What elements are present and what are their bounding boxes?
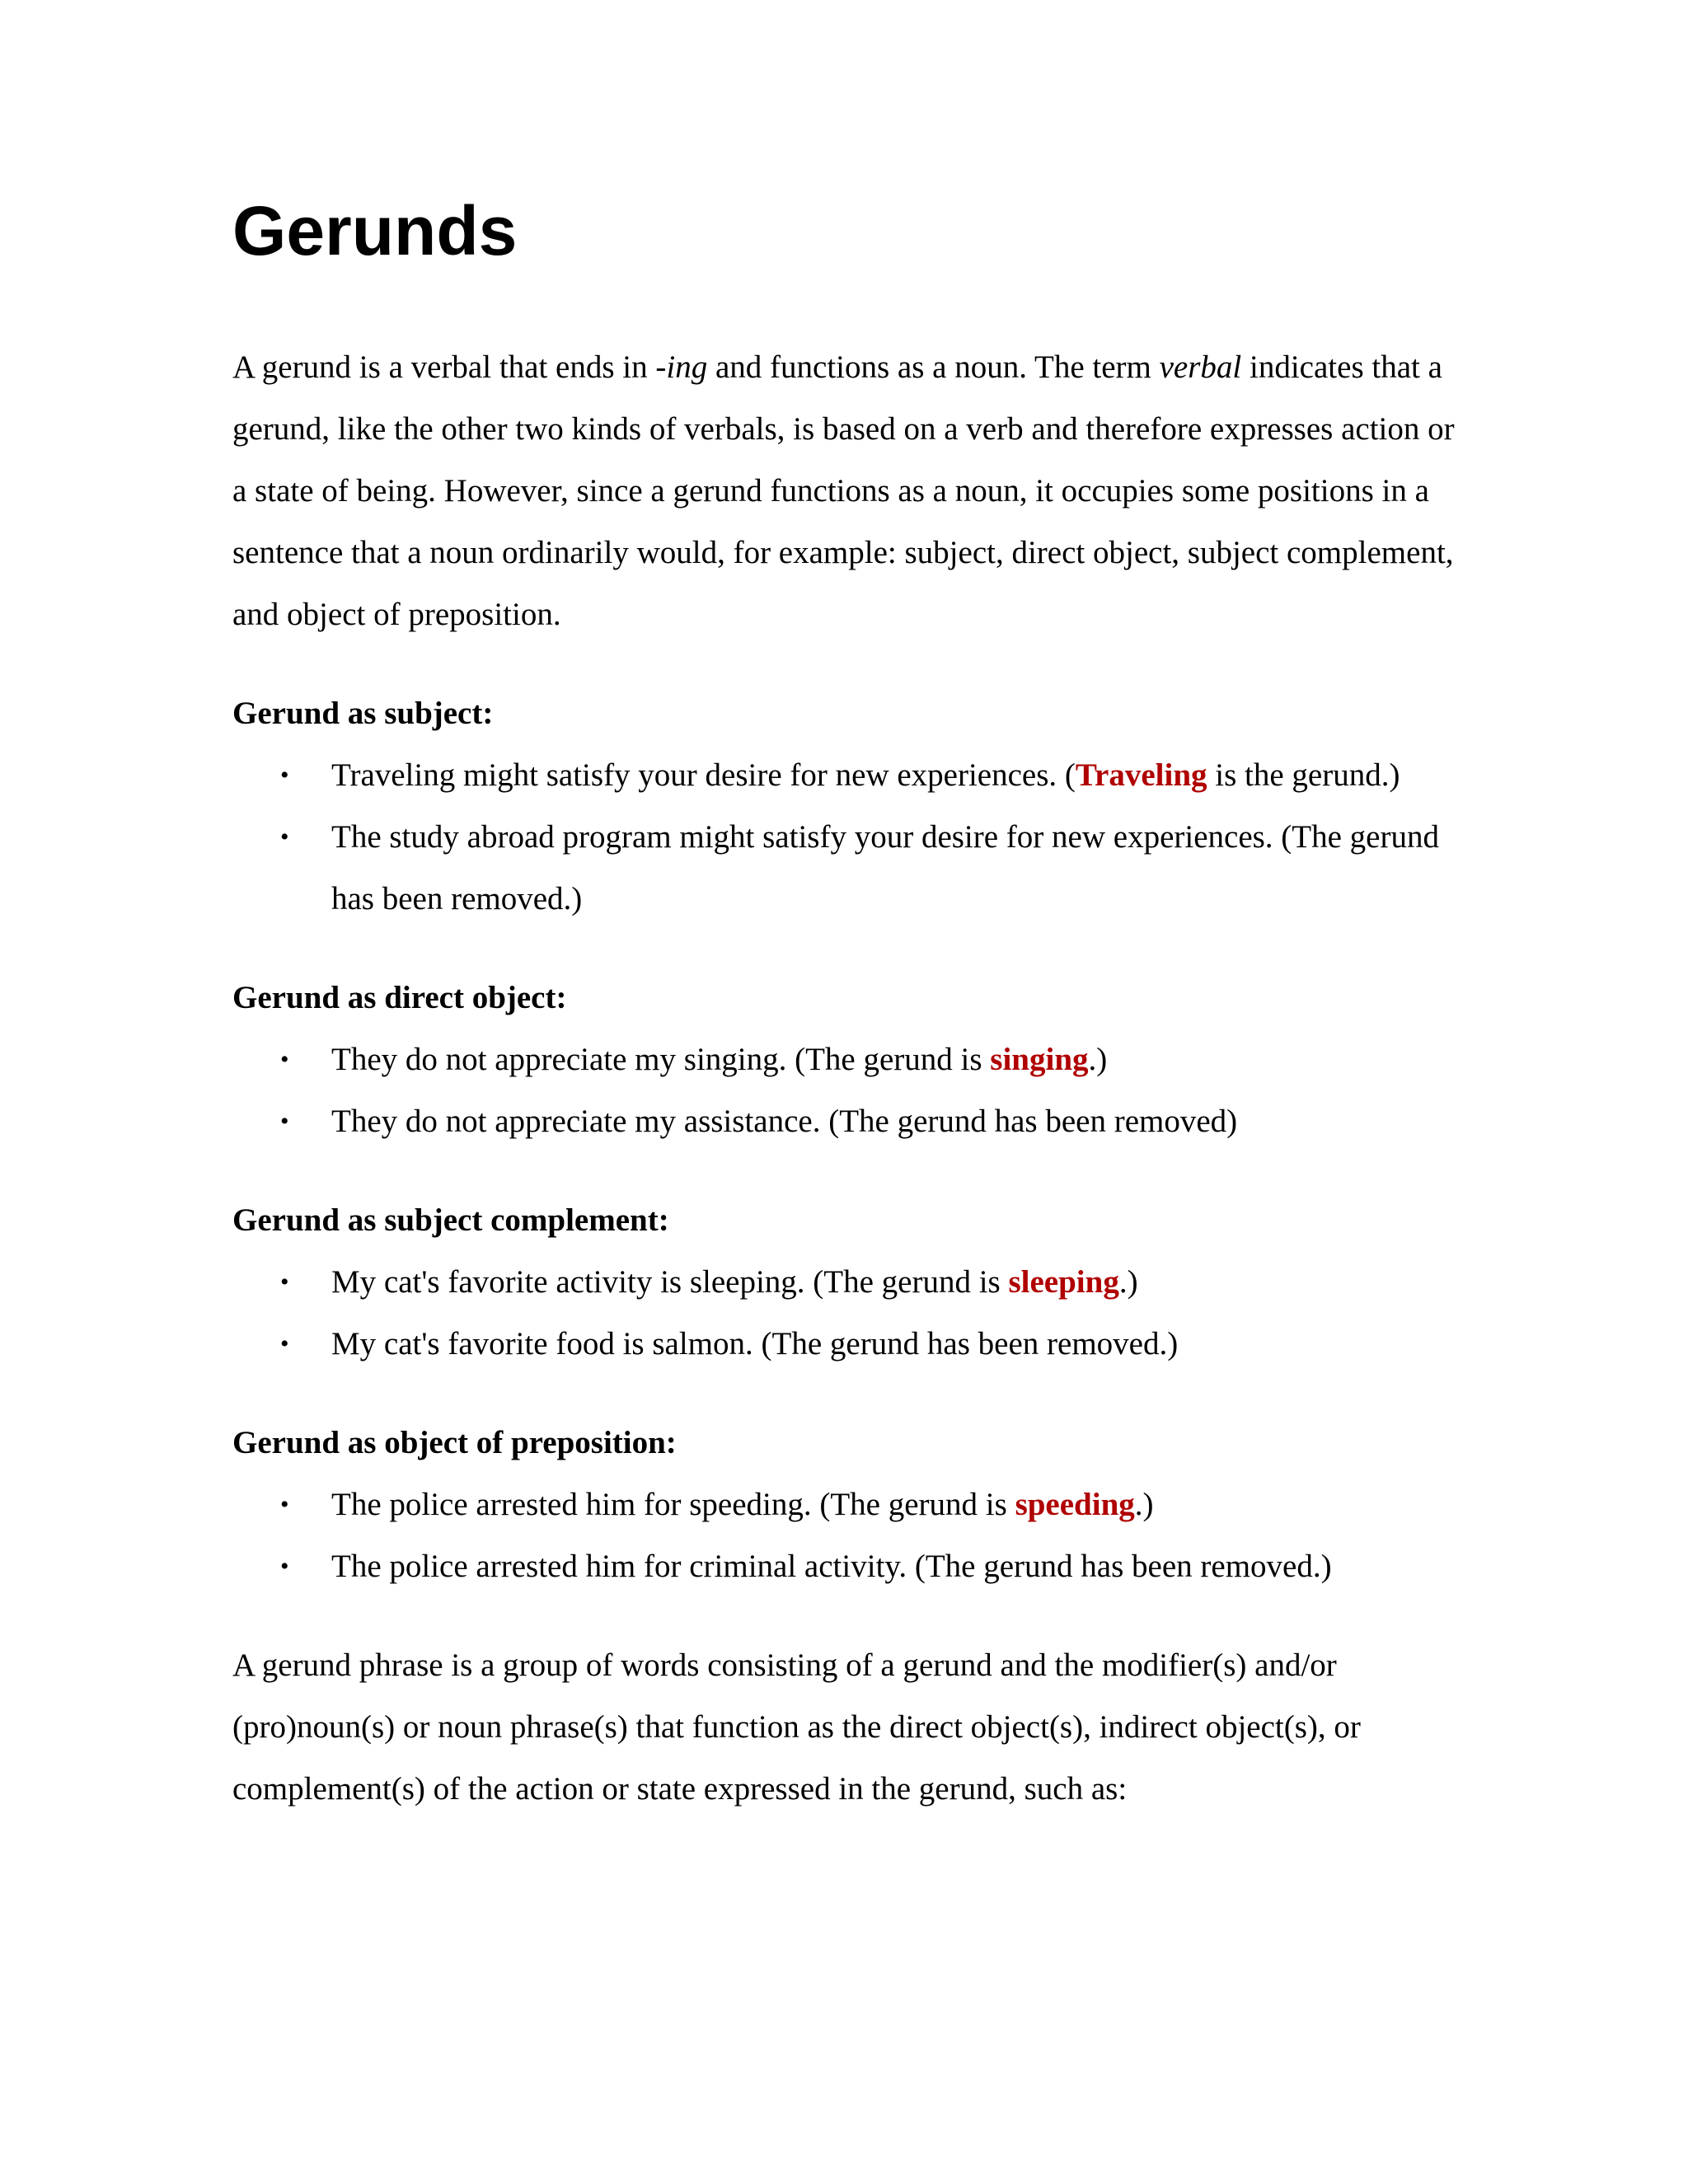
- list-item: [232, 1090, 1469, 1152]
- example-text: My cat's favorite food is salmon. (The gerund has been removed.): [331, 1326, 1179, 1361]
- bullet-icon: •: [280, 1268, 289, 1296]
- bullet-icon: •: [280, 762, 289, 789]
- bullet-icon: •: [280, 1046, 289, 1073]
- list-item: [232, 1474, 1469, 1535]
- bullet-icon: •: [280, 823, 289, 851]
- section-heading-subject: Gerund as subject:: [232, 696, 494, 731]
- gerund-highlight: speeding: [1015, 1487, 1135, 1522]
- gerund-highlight: singing: [990, 1042, 1089, 1077]
- page-title: Gerunds: [232, 192, 518, 269]
- section-heading-subject-complement: Gerund as subject complement:: [232, 1202, 669, 1238]
- example-text: The police arrested him for criminal activity. (The gerund has been removed.): [331, 1549, 1332, 1584]
- closing-paragraph: A gerund phrase is a group of words consisting of a gerund and the modifier(s) and/or (pro)noun(s) or noun phrase(s) that function as the direct object(s), indirect object(s), or complement(s) of the action or state expressed in the gerund, such as:: [232, 1647, 1361, 1807]
- intro-verbal-term: verbal: [1159, 349, 1242, 385]
- example-text-after: .): [1088, 1042, 1108, 1077]
- list-item: [232, 744, 1469, 806]
- section-heading-direct-object: Gerund as direct object:: [232, 980, 567, 1015]
- list-item: [232, 1535, 1469, 1597]
- intro-ing-term: -ing: [655, 349, 708, 385]
- example-list-subject-complement: [232, 1251, 1469, 1375]
- example-text: My cat's favorite activity is sleeping. (The gerund is: [331, 1264, 1009, 1300]
- gerund-highlight: Traveling: [1075, 757, 1207, 793]
- example-text-after: is the gerund.): [1207, 757, 1400, 793]
- example-text: Traveling might satisfy your desire for new experiences. (: [331, 757, 1076, 793]
- example-text: They do not appreciate my assistance. (The gerund has been removed): [331, 1104, 1238, 1139]
- example-list-object-of-preposition: [232, 1474, 1469, 1597]
- bullet-icon: •: [280, 1553, 289, 1580]
- list-item: [232, 1251, 1469, 1313]
- example-text: They do not appreciate my singing. (The gerund is: [331, 1042, 991, 1077]
- example-text: The study abroad program might satisfy your desire for new experiences. (The gerund has been removed.): [331, 819, 1439, 916]
- list-item: [232, 806, 1469, 930]
- list-item: [232, 1029, 1469, 1090]
- intro-text-3: indicates that a gerund, like the other two kinds of verbals, is based on a verb and therefore expresses action or a state of being. However, since a gerund functions as a noun, it occupies some positions in a sentence that a noun ordinarily would, for example: subject, direct object, subject complement, and object of preposition.: [232, 349, 1455, 632]
- intro-text-1: A gerund is a verbal that ends in: [232, 349, 656, 385]
- example-list-subject: [232, 744, 1469, 930]
- section-heading-object-of-preposition: Gerund as object of preposition:: [232, 1425, 677, 1460]
- document-page: [232, 190, 1469, 1820]
- intro-text-2: and functions as a noun. The term: [707, 349, 1160, 385]
- intro-paragraph: [232, 336, 1469, 645]
- example-text-after: .): [1118, 1264, 1138, 1300]
- gerund-highlight: sleeping: [1008, 1264, 1119, 1300]
- bullet-icon: •: [280, 1108, 289, 1135]
- bullet-icon: •: [280, 1330, 289, 1357]
- example-text: The police arrested him for speeding. (The gerund is: [331, 1487, 1015, 1522]
- example-list-direct-object: [232, 1029, 1469, 1152]
- bullet-icon: •: [280, 1491, 289, 1518]
- example-text-after: .): [1134, 1487, 1154, 1522]
- list-item: [232, 1313, 1469, 1375]
